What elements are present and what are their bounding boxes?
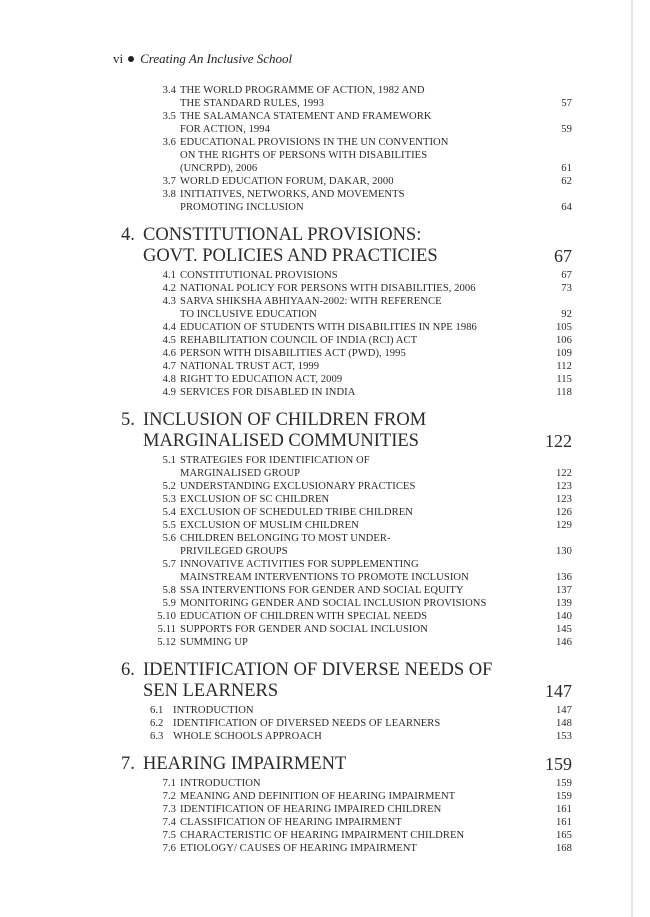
section-title: ON THE RIGHTS OF PERSONS WITH DISABILITIES [180,150,428,161]
entry-line [0,454,650,467]
section-title: SARVA SHIKSHA ABHIYAAN-2002: WITH REFERENCE [180,296,442,307]
section-number: 5.4 [162,507,176,518]
section-number: 5.9 [162,598,176,609]
chapter-title: HEARING IMPAIRMENT [143,754,347,774]
section-title: STRATEGIES FOR IDENTIFICATION OF [180,455,370,466]
section-number: 6.3 [150,731,164,742]
toc-entry[interactable] [0,110,650,136]
section-title: IDENTIFICATION OF DIVERSED NEEDS OF LEARNERS [173,718,441,729]
section-number: 7.6 [162,843,176,854]
section-number: 3.4 [162,85,176,96]
toc-entry[interactable] [0,295,650,321]
section-number: 4.4 [162,322,176,333]
toc-entry[interactable] [0,717,650,730]
page-ref: 123 [555,494,572,505]
entry-line [0,360,650,373]
entry-line [0,467,650,480]
entry-line [0,149,650,162]
section-number: 4.1 [162,270,176,281]
page-ref: 115 [556,374,572,385]
section-title: REHABILITATION COUNCIL OF INDIA (RCI) ACT [180,335,418,346]
entry-line [0,175,650,188]
entry-line [0,532,650,545]
toc-entry[interactable] [0,188,650,214]
chapter-line [0,246,650,267]
chapter-line [0,410,650,431]
section-number: 6.2 [150,718,164,729]
entry-line [0,636,650,649]
toc-entry[interactable] [0,519,650,532]
toc-entry[interactable] [0,816,650,829]
entry-line [0,816,650,829]
section-number: 5.3 [162,494,176,505]
section-title: UNDERSTANDING EXCLUSIONARY PRACTICES [180,481,416,492]
section-title: INNOVATIVE ACTIVITIES FOR SUPPLEMENTING [180,559,419,570]
section-number: 4.7 [162,361,176,372]
section-title: TO INCLUSIVE EDUCATION [180,309,317,320]
page-ref: 130 [555,546,572,557]
section-number: 7.3 [162,804,176,815]
page-ref: 67 [554,246,572,266]
section-title: CONSTITUTIONAL PROVISIONS [180,270,338,281]
section-number: 5.12 [157,637,176,648]
section-title: SUPPORTS FOR GENDER AND SOCIAL INCLUSION [180,624,428,635]
chapter-title: INCLUSION OF CHILDREN FROM [143,410,427,430]
page-ref: 159 [545,754,572,774]
toc-entry[interactable] [0,347,650,360]
chapter-title: MARGINALISED COMMUNITIES [143,431,419,451]
section-number: 3.8 [162,189,176,200]
chapter-title: IDENTIFICATION OF DIVERSE NEEDS OF [143,660,493,680]
entry-line [0,188,650,201]
chapter-title: GOVT. POLICIES AND PRACTICIES [143,246,438,266]
page-ref: 129 [555,520,572,531]
toc-entry[interactable] [0,506,650,519]
chapter-number: 6. [121,660,135,680]
section-number: 7.5 [162,830,176,841]
page-ref: 61 [561,163,572,174]
section-number: 5.11 [157,624,176,635]
page-ref: 147 [555,705,572,716]
toc-entry[interactable] [0,610,650,623]
page-ref: 168 [555,843,572,854]
page-ref: 57 [561,98,572,109]
section-title: NATIONAL POLICY FOR PERSONS WITH DISABILITIES, 2006 [180,283,476,294]
toc-entry[interactable] [0,558,650,584]
toc-entry[interactable] [0,480,650,493]
chapter-line [0,754,650,775]
entry-line [0,571,650,584]
toc-chapter[interactable] [0,754,650,775]
entry-line [0,790,650,803]
entry-line [0,123,650,136]
section-number: 5.7 [162,559,176,570]
section-title: INTRODUCTION [173,705,254,716]
page-ref: 62 [561,176,572,187]
section-number: 6.1 [150,705,164,716]
section-number: 5.2 [162,481,176,492]
section-number: 4.2 [162,283,176,294]
entry-line [0,545,650,558]
entry-line [0,584,650,597]
section-title: ETIOLOGY/ CAUSES OF HEARING IMPAIRMENT [180,843,417,854]
chapter-number: 5. [121,410,135,430]
entry-line [0,295,650,308]
entry-line [0,777,650,790]
toc-entry[interactable] [0,321,650,334]
chapter-line [0,681,650,702]
section-title: RIGHT TO EDUCATION ACT, 2009 [180,374,343,385]
spacer [0,743,650,754]
page-ref: 109 [555,348,572,359]
page-ref: 136 [555,572,572,583]
section-title: IDENTIFICATION OF HEARING IMPAIRED CHILDREN [180,804,442,815]
section-title: MONITORING GENDER AND SOCIAL INCLUSION PROVISIONS [180,598,487,609]
toc-entry[interactable] [0,175,650,188]
entry-line [0,334,650,347]
chapter-title: CONSTITUTIONAL PROVISIONS: [143,225,422,245]
entry-line [0,610,650,623]
entry-line [0,829,650,842]
section-title: PROMOTING INCLUSION [180,202,304,213]
section-number: 7.4 [162,817,176,828]
toc-entry[interactable] [0,493,650,506]
entry-line [0,623,650,636]
section-number: 4.5 [162,335,176,346]
page-ref: 165 [555,830,572,841]
entry-line [0,558,650,571]
entry-line [0,480,650,493]
bullet-icon [128,56,134,62]
section-number: 5.5 [162,520,176,531]
spacer [0,399,650,410]
page-ref: 105 [555,322,572,333]
chapter-title: SEN LEARNERS [143,681,279,701]
section-title: INTRODUCTION [180,778,261,789]
page-ref: 159 [555,791,572,802]
section-title: MAINSTREAM INTERVENTIONS TO PROMOTE INCLUSION [180,572,469,583]
toc-entry[interactable] [0,373,650,386]
entry-line [0,201,650,214]
chapter-number: 4. [121,225,135,245]
entry-line [0,97,650,110]
entry-line [0,730,650,743]
entry-line [0,803,650,816]
section-title: CLASSIFICATION OF HEARING IMPAIRMENT [180,817,402,828]
section-title: INITIATIVES, NETWORKS, AND MOVEMENTS [180,189,405,200]
page-ref: 106 [555,335,572,346]
page-ref: 148 [555,718,572,729]
toc-entry[interactable] [0,842,650,855]
toc-entry[interactable] [0,636,650,649]
book-title: Creating An Inclusive School [140,51,293,66]
section-title: THE WORLD PROGRAMME OF ACTION, 1982 AND [180,85,425,96]
entry-line [0,269,650,282]
page-number: vi [113,51,124,66]
section-number: 5.10 [157,611,176,622]
toc-entry[interactable] [0,282,650,295]
section-title: CHILDREN BELONGING TO MOST UNDER- [180,533,391,544]
page-ref: 161 [555,817,572,828]
toc-entry[interactable] [0,334,650,347]
page-ref: 123 [555,481,572,492]
toc-entry[interactable] [0,360,650,373]
entry-line [0,506,650,519]
section-title: PRIVILEGED GROUPS [180,546,288,557]
section-number: 3.5 [162,111,176,122]
section-title: NATIONAL TRUST ACT, 1999 [180,361,320,372]
toc-chapter[interactable] [0,660,650,702]
toc-entry[interactable] [0,730,650,743]
entry-line [0,597,650,610]
section-number: 4.8 [162,374,176,385]
page-ref: 122 [555,468,572,479]
page-ref: 59 [561,124,572,135]
entry-line [0,282,650,295]
section-title: EDUCATION OF CHILDREN WITH SPECIAL NEEDS [180,611,428,622]
section-title: CHARACTERISTIC OF HEARING IMPAIRMENT CHILDREN [180,830,465,841]
chapter-number: 7. [121,754,135,774]
spacer [0,214,650,225]
toc-chapter[interactable] [0,410,650,452]
page-ref: 92 [561,309,572,320]
chapter-line [0,431,650,452]
entry-line [0,136,650,149]
section-title: WHOLE SCHOOLS APPROACH [173,731,322,742]
section-title: EDUCATION OF STUDENTS WITH DISABILITIES IN NPE 1986 [180,322,477,333]
page-ref: 146 [555,637,572,648]
entry-line [0,308,650,321]
page-ref: 118 [556,387,572,398]
toc-entry[interactable] [0,829,650,842]
section-title: EDUCATIONAL PROVISIONS IN THE UN CONVENTION [180,137,449,148]
entry-line [0,162,650,175]
page-ref: 139 [555,598,572,609]
section-title: SUMMING UP [180,637,248,648]
page-ref: 145 [555,624,572,635]
entry-line [0,84,650,97]
toc-entry[interactable] [0,777,650,790]
entry-line [0,386,650,399]
toc-entry[interactable] [0,386,650,399]
page-ref: 126 [555,507,572,518]
entry-line [0,519,650,532]
toc-entry[interactable] [0,532,650,558]
section-title: THE STANDARD RULES, 1993 [180,98,324,109]
section-title: EXCLUSION OF SC CHILDREN [180,494,330,505]
section-number: 3.7 [162,176,176,187]
page-ref: 122 [545,431,572,451]
toc-entry[interactable] [0,704,650,717]
toc-entry[interactable] [0,790,650,803]
entry-line [0,110,650,123]
toc-entry[interactable] [0,597,650,610]
page-ref: 67 [561,270,572,281]
section-title: PERSON WITH DISABILITIES ACT (PWD), 1995 [180,348,406,359]
entry-line [0,704,650,717]
page-ref: 112 [556,361,572,372]
section-title: EXCLUSION OF SCHEDULED TRIBE CHILDREN [180,507,413,518]
entry-line [0,347,650,360]
section-number: 5.8 [162,585,176,596]
chapter-line [0,225,650,246]
page-ref: 73 [561,283,572,294]
toc-entry[interactable] [0,623,650,636]
section-number: 4.6 [162,348,176,359]
section-number: 5.6 [162,533,176,544]
section-title: WORLD EDUCATION FORUM, DAKAR, 2000 [180,176,394,187]
entry-line [0,717,650,730]
toc-entry[interactable] [0,454,650,480]
entry-line [0,842,650,855]
spacer [0,649,650,660]
toc-entry[interactable] [0,269,650,282]
toc-entry[interactable] [0,803,650,816]
page-ref: 64 [561,202,572,213]
toc-entry[interactable] [0,84,650,110]
section-title: MARGINALISED GROUP [180,468,301,479]
toc-chapter[interactable] [0,225,650,267]
entry-line [0,493,650,506]
section-title: SSA INTERVENTIONS FOR GENDER AND SOCIAL EQUITY [180,585,464,596]
entry-line [0,321,650,334]
page-ref: 159 [555,778,572,789]
page-ref: 137 [555,585,572,596]
section-title: EXCLUSION OF MUSLIM CHILDREN [180,520,359,531]
page-ref: 153 [555,731,572,742]
section-number: 3.6 [162,137,176,148]
table-of-contents [0,84,650,855]
section-number: 4.3 [162,296,176,307]
section-title: (UNCRPD), 2006 [180,163,258,174]
section-title: THE SALAMANCA STATEMENT AND FRAMEWORK [180,111,432,122]
section-number: 7.1 [162,778,176,789]
section-number: 4.9 [162,387,176,398]
page-ref: 147 [545,681,572,701]
section-title: FOR ACTION, 1994 [180,124,270,135]
page-ref: 161 [555,804,572,815]
section-title: MEANING AND DEFINITION OF HEARING IMPAIRMENT [180,791,456,802]
toc-entry[interactable] [0,136,650,175]
toc-entry[interactable] [0,584,650,597]
section-number: 7.2 [162,791,176,802]
running-head [113,51,292,67]
section-title: SERVICES FOR DISABLED IN INDIA [180,387,356,398]
section-number: 5.1 [162,455,176,466]
page-ref: 140 [555,611,572,622]
chapter-line [0,660,650,681]
entry-line [0,373,650,386]
